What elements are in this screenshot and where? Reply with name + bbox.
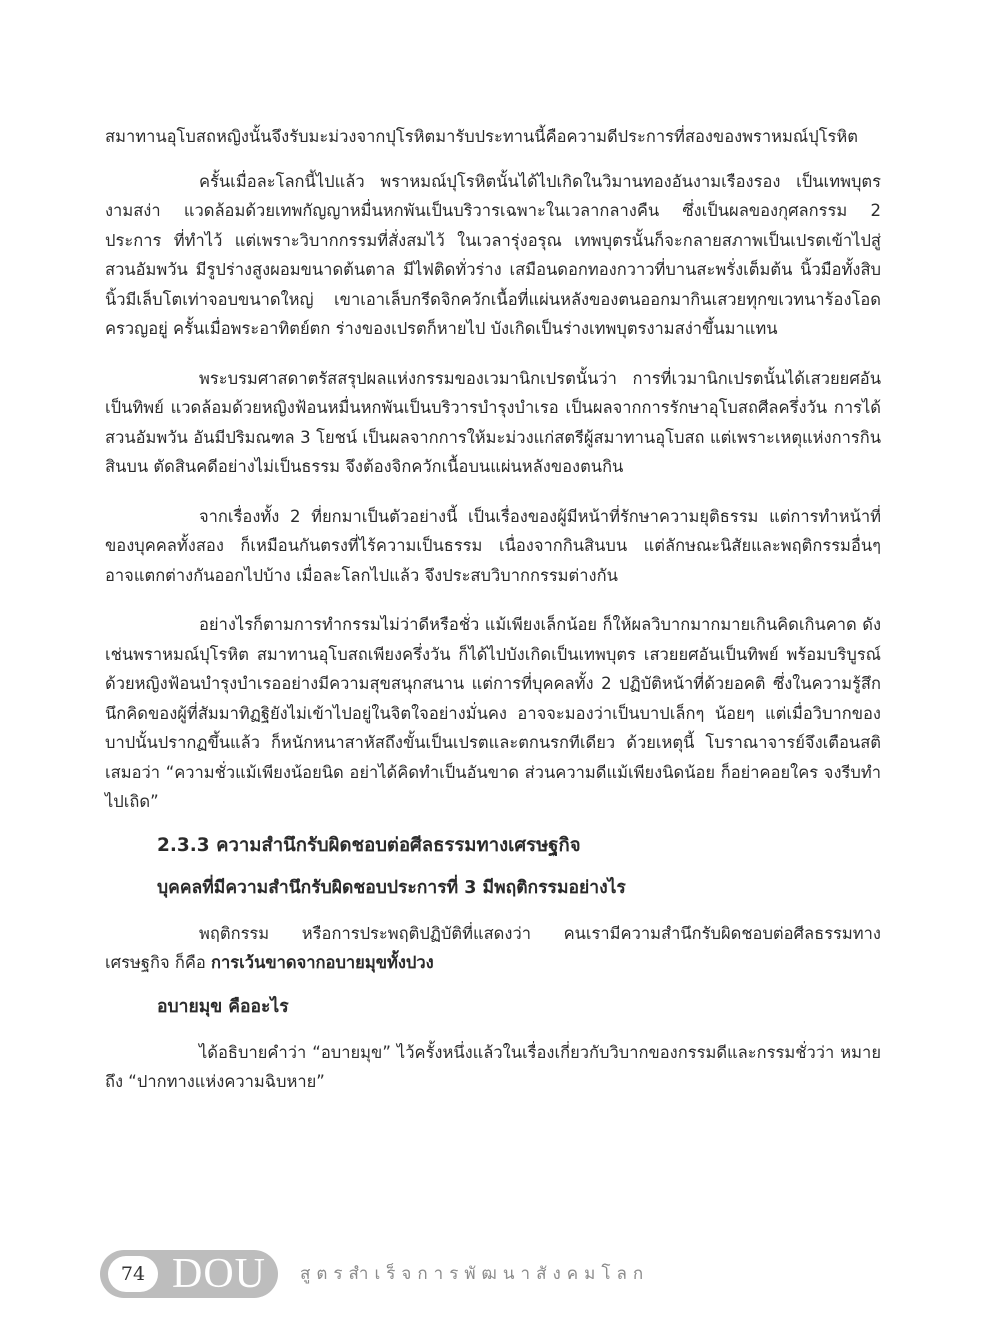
paragraph-6: ได้อธิบายคำว่า “อบายมุข” ไว้ครั้งหนึ่งแล้วในเรื่องเกี่ยวกับวิบากของกรรมดีและกรรมชั่วว่า หมายถึง “ปากทางแห่งความฉิบหาย”	[105, 1042, 881, 1091]
paragraph-0: สมาทานอุโบสถหญิงนั้นจึงรับมะม่วงจากปุโรหิตมารับประทานนี้คือความดีประการที่สองของพราหมณ์ปุโรหิต	[105, 127, 859, 146]
page-number: 74	[108, 1256, 158, 1292]
paragraph-1: ครั้นเมื่อละโลกนี้ไปแล้ว พราหมณ์ปุโรหิตนั้นได้ไปเกิดในวิมานทองอันงามเรืองรอง เป็นเทพบุตรงามสง่า แวดล้อมด้วยเทพกัญญาหมื่นหกพันเป็นบริวารเฉพาะในเวลากลางคืน ซึ่งเป็นผลของกุศลกรรม 2 ประการ ที่ทำไว้ แต่เพราะวิบากกรรมที่สั่งสมไว้ ในเวลารุ่งอรุณ เทพบุตรนั้นก็จะกลายสภาพเป็นเปรตเข้าไปสู่สวนอัมพวัน มีรูปร่างสูงผอมขนาดต้นตาล มีไฟติดทั่วร่าง เสมือนดอกทองกวาวที่บานสะพรั่งเต็มต้น นิ้วมือทั้งสิบนิ้วมีเล็บโตเท่าจอบขนาดใหญ่ เขาเอาเล็บกรีดจิกควักเนื้อที่แผ่นหลังของตนออกมากินเสวยทุกขเวทนาร้องโอดครวญอยู่ ครั้นเมื่อพระอาทิตย์ตก ร่างของเปรตก็หายไป บังเกิดเป็นร่างเทพบุตรงามสง่าขึ้นมาแทน	[105, 171, 881, 338]
subheading-behavior: บุคคลที่มีความสำนึกรับผิดชอบประการที่ 3 มีพฤติกรรมอย่างไร	[157, 877, 626, 898]
body-text	[105, 122, 881, 1097]
page-footer	[100, 1250, 900, 1298]
paragraph-5-bold: การเว้นขาดจากอบายมุขทั้งปวง	[211, 953, 434, 972]
paragraph-5-text: พฤติกรรม หรือการประพฤติปฏิบัติที่แสดงว่า คนเรามีความสำนึกรับผิดชอบต่อศีลธรรมทางเศรษฐกิจ ก็คือ	[105, 923, 881, 972]
subheading-abayamukh: อบายมุข คืออะไร	[157, 996, 289, 1017]
footer-book-title: สูตรสำเร็จการพัฒนาสังคมโลก	[300, 1264, 650, 1284]
section-heading: 2.3.3 ความสำนึกรับผิดชอบต่อศีลธรรมทางเศรษฐกิจ	[157, 834, 581, 856]
footer-badge	[100, 1250, 278, 1298]
paragraph-3: จากเรื่องทั้ง 2 ที่ยกมาเป็นตัวอย่างนี้ เป็นเรื่องของผู้มีหน้าที่รักษาความยุติธรรม แต่การทำหน้าที่ของบุคคลทั้งสอง ก็เหมือนกันตรงที่ไร้ความเป็นธรรม เนื่องจากกินสินบน แต่ลักษณะนิสัยและพฤติกรรมอื่นๆ อาจแตกต่างกันออกไปบ้าง เมื่อละโลกไปแล้ว จึงประสบวิบากกรรมต่างกัน	[105, 506, 881, 585]
paragraph-5	[105, 919, 881, 978]
paragraph-2: พระบรมศาสดาตรัสสรุปผลแห่งกรรมของเวมานิกเปรตนั้นว่า การที่เวมานิกเปรตนั้นได้เสวยยศอันเป็นทิพย์ แวดล้อมด้วยหญิงฟ้อนหมื่นหกพันเป็นบริวารบำรุงบำเรอ เป็นผลจากการรักษาอุโบสถศีลครึ่งวัน การได้สวนอัมพวัน อันมีปริมณฑล 3 โยชน์ เป็นผลจากการให้มะม่วงแก่สตรีผู้สมาทานอุโบสถ แต่เพราะเหตุแห่งการกินสินบน ตัดสินคดีอย่างไม่เป็นธรรม จึงต้องจิกควักเนื้อบนแผ่นหลังของตนกิน	[105, 368, 881, 476]
paragraph-4: อย่างไรก็ตามการทำกรรมไม่ว่าดีหรือชั่ว แม้เพียงเล็กน้อย ก็ให้ผลวิบากมากมายเกินคิดเกินคาด ดังเช่นพราหมณ์ปุโรหิต สมาทานอุโบสถเพียงครึ่งวัน ก็ได้ไปบังเกิดเป็นเทพบุตร เสวยยศอันเป็นทิพย์ พร้อมบริบูรณ์ด้วยหญิงฟ้อนบำรุงบำเรออย่างมีความสุขสนุกสนาน แต่การที่บุคคลทั้ง 2 ปฏิบัติหน้าที่ด้วยอคติ ซึ่งในความรู้สึกนึกคิดของผู้ที่สัมมาทิฏฐิยังไม่เข้าไปอยู่ในจิตใจอย่างมั่นคง อาจจะมองว่าเป็นบาปเล็กๆ น้อยๆ แต่เมื่อวิบากของบาปนั้นปรากฏขึ้นแล้ว ก็หนักหนาสาหัสถึงขั้นเป็นเปรตและตกนรกทีเดียว ด้วยเหตุนี้ โบราณาจารย์จึงเตือนสติเสมอว่า “ความชั่วแม้เพียงน้อยนิด อย่าได้คิดทำเป็นอันขาด ส่วนความดีแม้เพียงนิดน้อย ก็อย่าคอยใคร จงรีบทำไปเถิด”	[105, 615, 881, 811]
brand-logo-text: DOU	[172, 1251, 266, 1297]
